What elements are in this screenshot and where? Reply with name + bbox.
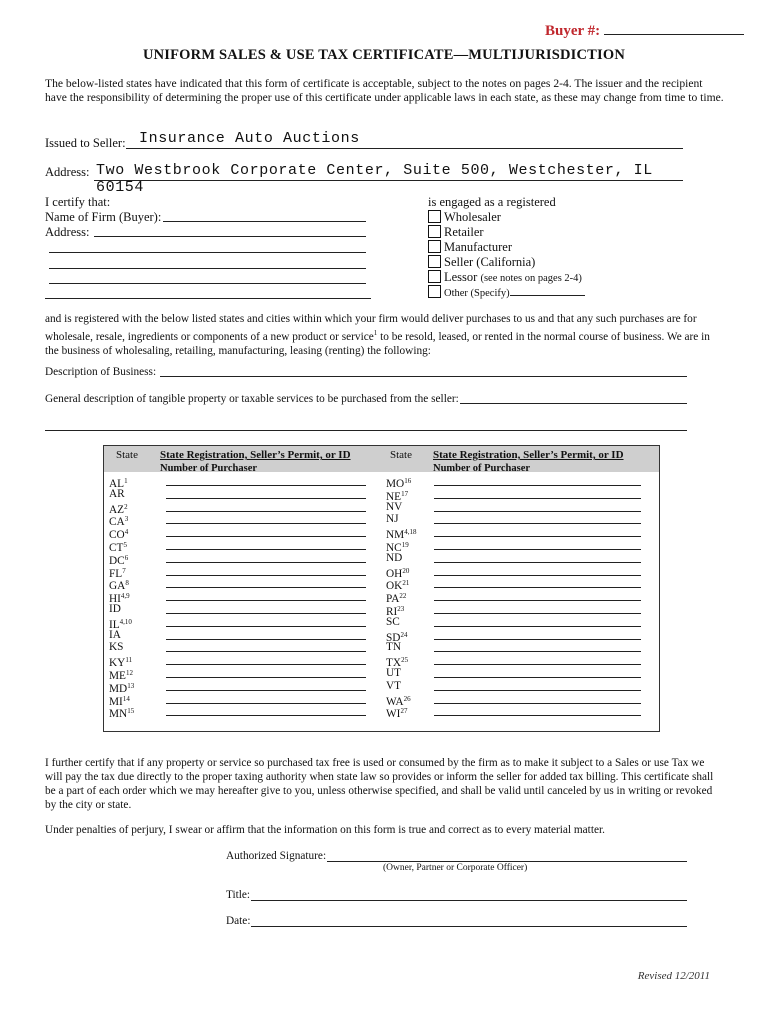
- state-code-text: CO: [109, 529, 125, 542]
- registration-field-ar[interactable]: [166, 498, 366, 499]
- seller-california-checkbox[interactable]: [428, 255, 441, 268]
- general-description-field-1[interactable]: [460, 391, 687, 404]
- registration-field-ut[interactable]: [434, 677, 641, 678]
- state-footnote: 20: [402, 566, 410, 575]
- other-label: Other (Specify): [444, 288, 510, 299]
- state-code-text: RI: [386, 606, 398, 618]
- registration-field-pa[interactable]: [434, 600, 641, 601]
- registration-subheader-right: Number of Purchaser: [433, 463, 531, 474]
- page-title: UNIFORM SALES & USE TAX CERTIFICATE—MULTIJURISDICTION: [142, 47, 626, 63]
- buyer-address-field-5[interactable]: [45, 286, 371, 299]
- state-footnote: 25: [401, 656, 409, 665]
- state-code-text: TN: [386, 641, 402, 654]
- registration-field-al[interactable]: [166, 485, 366, 486]
- description-of-business-field[interactable]: [160, 364, 687, 377]
- state-footnote: 23: [397, 605, 405, 613]
- state-code-text: AL: [109, 478, 125, 490]
- registration-field-nj[interactable]: [434, 523, 641, 524]
- registration-field-ia[interactable]: [166, 639, 366, 640]
- state-footnote: 4,9: [120, 592, 130, 601]
- seller-address-field[interactable]: [94, 162, 683, 196]
- registration-field-mn[interactable]: [166, 715, 366, 716]
- state-code-text: TX: [386, 657, 402, 670]
- state-footnote: 2: [124, 502, 128, 511]
- state-footnote: 8: [125, 579, 129, 588]
- registration-field-il[interactable]: [166, 626, 366, 627]
- registered-text-a: and is registered with the below listed states and cities within which your firm would deliver purchases to us and that any such purchases are for wholesale, resale, ingredients or components of a new product or service: [45, 313, 697, 343]
- state-header-left: State: [116, 449, 138, 461]
- registration-header-left: State Registration, Seller’s Permit, or ID: [160, 449, 351, 461]
- registration-field-nv[interactable]: [434, 511, 641, 512]
- state-code-text: NC: [386, 542, 402, 554]
- other-checkbox[interactable]: [428, 285, 441, 298]
- buyer-number-field[interactable]: [604, 22, 744, 35]
- state-code-text: CT: [109, 542, 124, 554]
- state-footnote: 11: [125, 656, 133, 665]
- firm-name-field[interactable]: [163, 209, 366, 222]
- manufacturer-option[interactable]: [428, 240, 512, 255]
- registration-field-sc[interactable]: [434, 626, 641, 627]
- authorized-signature-note: (Owner, Partner or Corporate Officer): [383, 863, 528, 873]
- intro-paragraph: The below-listed states have indicated that this form of certificate is acceptable, subject to the notes on pages 2-4. The issuer and the recipient have the responsibility of determining the proper use of this certificate under applicable laws in each state, as these may change from time to time.: [45, 77, 724, 104]
- registration-field-fl[interactable]: [166, 575, 366, 576]
- state-code-text: AR: [109, 487, 125, 500]
- buyer-number: [545, 22, 744, 40]
- other-specify-field[interactable]: [510, 286, 585, 296]
- state-code-ut: [386, 667, 401, 680]
- state-footnote: 6: [124, 553, 129, 562]
- seller-california-label: Seller (California): [444, 255, 536, 269]
- wholesaler-label: Wholesaler: [444, 210, 501, 224]
- lessor-checkbox[interactable]: [428, 270, 441, 283]
- state-code-ar: [109, 488, 125, 501]
- registered-paragraph: [45, 312, 720, 358]
- state-code-text: ND: [386, 551, 403, 564]
- state-code-text: MO: [386, 478, 405, 490]
- state-code-text: KY: [109, 657, 126, 670]
- state-code-sc: [386, 616, 400, 629]
- engaged-label: is engaged as a registered: [428, 195, 556, 209]
- lessor-note: (see notes on pages 2-4): [480, 273, 582, 284]
- registration-subheader-left: Number of Purchaser: [160, 463, 258, 474]
- state-footnote: 27: [400, 707, 408, 716]
- registration-field-mo[interactable]: [434, 485, 641, 486]
- issued-to-seller-label: Issued to Seller:: [45, 136, 126, 150]
- buyer-address-label: Address:: [45, 225, 90, 239]
- buyer-address-field-3[interactable]: [49, 256, 366, 269]
- state-code-text: MI: [109, 695, 123, 708]
- state-code-text: SC: [386, 615, 400, 628]
- state-footnote: 7: [122, 566, 126, 575]
- state-code-text: MN: [109, 708, 128, 721]
- registration-field-sd[interactable]: [434, 639, 641, 640]
- description-of-business-label: Description of Business:: [45, 366, 157, 378]
- state-code-text: PA: [386, 593, 400, 606]
- state-code-text: NM: [386, 529, 405, 542]
- state-code-text: NV: [386, 500, 403, 513]
- state-footnote: 22: [399, 592, 407, 601]
- state-code-id: [109, 603, 121, 616]
- state-code-text: KS: [109, 641, 124, 654]
- state-code-text: ID: [109, 603, 121, 615]
- registration-field-az[interactable]: [166, 511, 366, 512]
- registration-header-right: State Registration, Seller’s Permit, or ID: [433, 449, 624, 461]
- state-code-nd: [386, 552, 402, 565]
- state-footnote: 3: [124, 515, 129, 524]
- perjury-statement: Under penalties of perjury, I swear or affirm that the information on this form is true and correct as to every material matter.: [45, 824, 605, 836]
- title-label: Title:: [226, 889, 251, 901]
- registration-field-nd[interactable]: [434, 562, 641, 563]
- registration-field-dc[interactable]: [166, 562, 366, 563]
- issued-to-seller-field[interactable]: [126, 130, 683, 149]
- title-field[interactable]: [251, 888, 687, 901]
- registered-text-b: to be resold, leased, or rented in the normal course of business. We are in the business of wholesaling, retailing, manufacturing, leasing (renting) the following:: [45, 330, 710, 357]
- state-footnote: 14: [122, 694, 130, 703]
- registration-field-vt[interactable]: [434, 690, 641, 691]
- state-footnote: 24: [400, 630, 408, 639]
- footnote-1: 1: [373, 329, 378, 337]
- registration-field-wa[interactable]: [434, 703, 641, 704]
- state-footnote: 17: [401, 489, 409, 498]
- registration-field-id[interactable]: [166, 613, 366, 614]
- firm-name-label: Name of Firm (Buyer):: [45, 210, 162, 224]
- state-code-text: NJ: [386, 513, 399, 526]
- buyer-address-field-2[interactable]: [49, 240, 366, 253]
- state-footnote: 16: [404, 477, 412, 485]
- state-code-text: UT: [386, 667, 402, 679]
- manufacturer-label: Manufacturer: [444, 240, 513, 254]
- state-code-text: GA: [109, 580, 126, 593]
- authorized-signature-label: Authorized Signature:: [226, 850, 327, 862]
- date-label: Date:: [226, 915, 251, 927]
- state-code-text: MD: [109, 682, 128, 695]
- retailer-label: Retailer: [444, 225, 484, 239]
- registration-field-co[interactable]: [166, 536, 366, 537]
- other-option[interactable]: [428, 285, 585, 299]
- revision-date: Revised 12/2011: [637, 970, 710, 982]
- registration-field-ok[interactable]: [434, 587, 641, 588]
- further-certify-paragraph: I further certify that if any property or service so purchased tax free is used or consumed by the firm as to make it subject to a Sales or use Tax we will pay the tax due directly to the proper taxing authority when state law so provides or inform the seller for added tax billing. This certificate shall be a part of each order which we may hereafter give to you, unless otherwise specified, and shall be valid until canceled by us in writing or revoked by the city or state.: [45, 757, 714, 811]
- registration-field-mi[interactable]: [166, 703, 366, 704]
- general-description-label: General description of tangible property or taxable services to be purchased from the seller:: [45, 393, 459, 405]
- state-footnote: 4,10: [119, 617, 132, 626]
- state-footnote: 13: [127, 681, 135, 690]
- registration-field-ky[interactable]: [166, 664, 366, 665]
- registration-field-me[interactable]: [166, 677, 366, 678]
- state-footnote: 19: [401, 541, 409, 549]
- state-registration-table: [103, 445, 660, 732]
- state-code-ks: [109, 641, 123, 654]
- registration-field-hi[interactable]: [166, 600, 366, 601]
- registration-field-ct[interactable]: [166, 549, 366, 550]
- state-code-text: OH: [386, 567, 403, 580]
- state-code-mn: [109, 705, 134, 721]
- registration-field-ks[interactable]: [166, 651, 366, 652]
- state-footnote: 12: [125, 669, 133, 677]
- registration-field-ga[interactable]: [166, 587, 366, 588]
- state-code-ia: [109, 629, 121, 642]
- state-footnote: 1: [124, 477, 128, 485]
- registration-field-tx[interactable]: [434, 664, 641, 665]
- registration-field-md[interactable]: [166, 690, 366, 691]
- state-header-right: State: [390, 449, 412, 461]
- state-code-text: HI: [109, 593, 121, 606]
- seller-address-label: Address:: [45, 165, 90, 179]
- state-code-text: NE: [386, 490, 402, 503]
- general-description-field-2[interactable]: [45, 418, 687, 431]
- state-code-text: CA: [109, 516, 125, 529]
- issued-to-seller-value: Insurance Auto Auctions: [139, 130, 360, 147]
- state-code-nv: [386, 501, 402, 514]
- registration-field-nc[interactable]: [434, 549, 641, 550]
- authorized-signature-field[interactable]: [327, 849, 687, 862]
- seller-address-value: Two Westbrook Corporate Center, Suite 500, Westchester, IL 60154: [96, 162, 653, 196]
- manufacturer-checkbox[interactable]: [428, 240, 441, 253]
- state-code-text: WA: [386, 695, 404, 708]
- state-code-text: SD: [386, 631, 401, 644]
- registration-field-ca[interactable]: [166, 523, 366, 524]
- state-code-text: IL: [109, 618, 120, 631]
- wholesaler-checkbox[interactable]: [428, 210, 441, 223]
- state-code-text: OK: [386, 580, 403, 593]
- state-code-vt: [386, 680, 401, 693]
- retailer-checkbox[interactable]: [428, 225, 441, 238]
- date-field[interactable]: [251, 914, 687, 927]
- registration-field-tn[interactable]: [434, 651, 641, 652]
- registration-field-oh[interactable]: [434, 575, 641, 576]
- state-code-wi: [386, 705, 407, 721]
- state-code-text: FL: [109, 567, 123, 580]
- registration-field-nm[interactable]: [434, 536, 641, 537]
- registration-field-ne[interactable]: [434, 498, 641, 499]
- retailer-option[interactable]: [428, 225, 484, 240]
- state-code-text: WI: [386, 708, 401, 721]
- state-footnote: 21: [402, 579, 410, 588]
- lessor-option[interactable]: [428, 270, 582, 285]
- registration-field-ri[interactable]: [434, 613, 641, 614]
- seller-california-option[interactable]: [428, 255, 535, 270]
- state-footnote: 4,18: [404, 528, 417, 537]
- state-code-nj: [386, 513, 399, 526]
- buyer-label: Buyer #:: [545, 23, 601, 39]
- buyer-address-field-4[interactable]: [49, 271, 366, 284]
- lessor-label: Lessor: [444, 270, 478, 284]
- state-footnote: 15: [127, 707, 135, 716]
- state-footnote: 4: [124, 528, 129, 537]
- buyer-address-field-1[interactable]: [94, 224, 366, 237]
- state-code-text: VT: [386, 679, 402, 692]
- wholesaler-option[interactable]: [428, 210, 501, 225]
- state-code-text: AZ: [109, 503, 125, 516]
- state-code-text: DC: [109, 554, 125, 567]
- registration-field-wi[interactable]: [434, 715, 641, 716]
- state-code-tn: [386, 641, 401, 654]
- state-footnote: 5: [123, 541, 127, 549]
- state-code-text: ME: [109, 670, 126, 682]
- state-footnote: 26: [403, 694, 411, 703]
- i-certify-label: I certify that:: [45, 195, 111, 209]
- state-code-text: IA: [109, 628, 121, 641]
